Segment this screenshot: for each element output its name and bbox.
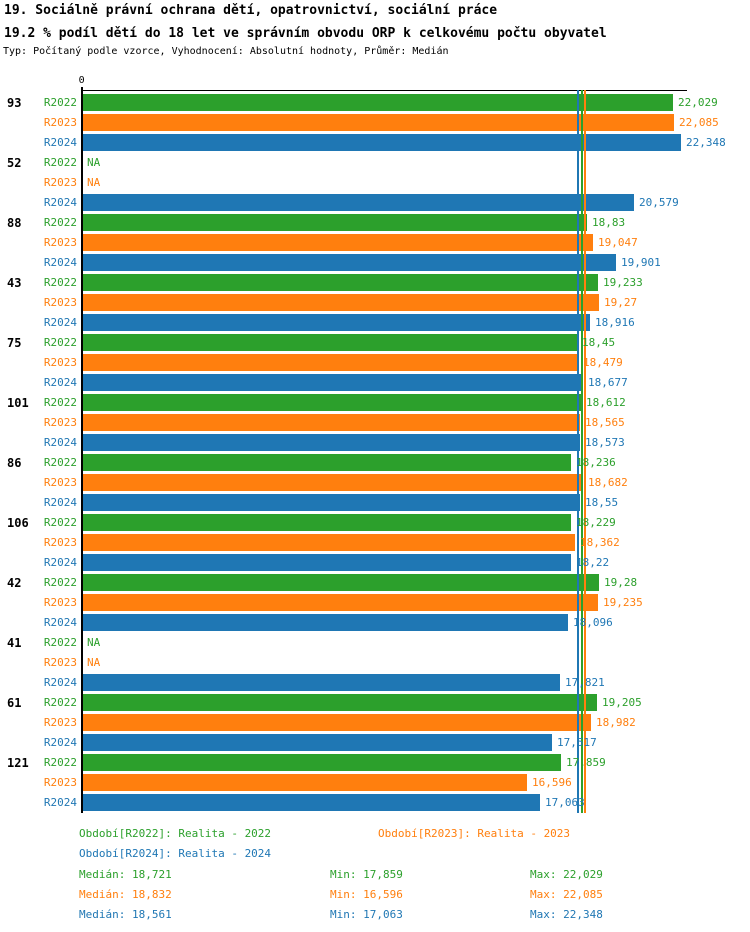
bar-value-label: 17,821 <box>565 676 605 689</box>
bar <box>83 734 552 751</box>
bar <box>83 474 583 491</box>
bar-value-label: 22,348 <box>686 136 726 149</box>
stat-median-r2022: Medián: 18,721 <box>79 868 172 881</box>
bar-value-label: 18,479 <box>583 356 623 369</box>
bar <box>83 554 571 571</box>
legend-item-r2024: Období[R2024]: Realita - 2024 <box>79 847 272 860</box>
series-row-label: R2022 <box>43 456 77 469</box>
bar-value-label: 17,517 <box>557 736 597 749</box>
bar <box>83 494 580 511</box>
series-row-label: R2022 <box>43 576 77 589</box>
series-row-label: R2023 <box>43 536 77 549</box>
bar <box>83 274 598 291</box>
group-label: 121 <box>7 756 29 770</box>
bar-value-label: 18,83 <box>592 216 626 229</box>
bar <box>83 294 599 311</box>
series-row-label: R2024 <box>43 736 77 749</box>
bar-value-label: 19,233 <box>603 276 643 289</box>
median-line <box>584 90 586 813</box>
bar-value-label: 18,55 <box>585 496 619 509</box>
bar <box>83 514 571 531</box>
group-label: 101 <box>7 396 29 410</box>
page-subtitle: 19.2 % podíl dětí do 18 let ve správním obvodu ORP k celkovému počtu obyvatel <box>4 26 607 41</box>
legend-item-r2023: Období[R2023]: Realita - 2023 <box>378 827 571 840</box>
series-row-label: R2022 <box>43 756 77 769</box>
bar <box>83 134 681 151</box>
series-row-label: R2023 <box>43 176 77 189</box>
series-row-label: R2024 <box>43 676 77 689</box>
group-label: 86 <box>7 456 22 470</box>
series-row-label: R2022 <box>43 216 77 229</box>
bar-value-label: 18,236 <box>576 456 616 469</box>
stat-max-r2022: Max: 22,029 <box>530 868 603 881</box>
na-label: NA <box>87 656 101 669</box>
bar-value-label: 19,047 <box>598 236 638 249</box>
bar-value-label: 19,28 <box>604 576 638 589</box>
series-row-label: R2023 <box>43 716 77 729</box>
na-label: NA <box>87 156 101 169</box>
bar <box>83 534 575 551</box>
series-row-label: R2024 <box>43 436 77 449</box>
bar-value-label: 16,596 <box>532 776 572 789</box>
series-row-label: R2022 <box>43 636 77 649</box>
bar-value-label: 18,229 <box>576 516 616 529</box>
bar <box>83 194 634 211</box>
bar-value-label: 18,362 <box>580 536 620 549</box>
bar <box>83 414 580 431</box>
series-row-label: R2022 <box>43 396 77 409</box>
series-row-label: R2024 <box>43 616 77 629</box>
bar <box>83 594 598 611</box>
stat-max-r2024: Max: 22,348 <box>530 908 603 921</box>
x-axis-line <box>82 90 687 91</box>
bar-value-label: 17,859 <box>566 756 606 769</box>
bar <box>83 354 578 371</box>
bar-value-label: 22,029 <box>678 96 718 109</box>
group-label: 52 <box>7 156 22 170</box>
bar-value-label: 18,096 <box>573 616 613 629</box>
na-label: NA <box>87 636 101 649</box>
bar <box>83 454 571 471</box>
bar <box>83 574 599 591</box>
series-row-label: R2022 <box>43 276 77 289</box>
bar-value-label: 18,612 <box>586 396 626 409</box>
bar-value-label: 18,22 <box>576 556 610 569</box>
stat-min-r2024: Min: 17,063 <box>330 908 403 921</box>
series-row-label: R2023 <box>43 596 77 609</box>
stat-min-r2022: Min: 17,859 <box>330 868 403 881</box>
bar-value-label: 19,27 <box>604 296 638 309</box>
bar-value-label: 19,901 <box>621 256 661 269</box>
bar <box>83 214 587 231</box>
series-row-label: R2023 <box>43 416 77 429</box>
bar-value-label: 19,235 <box>603 596 643 609</box>
bar <box>83 334 577 351</box>
bar-value-label: 19,205 <box>602 696 642 709</box>
series-row-label: R2023 <box>43 476 77 489</box>
group-label: 106 <box>7 516 29 530</box>
stat-median-r2023: Medián: 18,832 <box>79 888 172 901</box>
bar-value-label: 18,45 <box>582 336 616 349</box>
series-row-label: R2024 <box>43 316 77 329</box>
bar-value-label: 18,982 <box>596 716 636 729</box>
na-label: NA <box>87 176 101 189</box>
bar-value-label: 18,677 <box>588 376 628 389</box>
series-row-label: R2024 <box>43 256 77 269</box>
series-row-label: R2022 <box>43 156 77 169</box>
group-label: 61 <box>7 696 22 710</box>
bar <box>83 394 581 411</box>
series-row-label: R2022 <box>43 96 77 109</box>
series-row-label: R2024 <box>43 556 77 569</box>
series-row-label: R2023 <box>43 356 77 369</box>
bar <box>83 674 560 691</box>
bar-value-label: 18,573 <box>585 436 625 449</box>
y-axis-line <box>81 87 83 813</box>
bar <box>83 714 591 731</box>
group-label: 88 <box>7 216 22 230</box>
bar <box>83 314 590 331</box>
stat-min-r2023: Min: 16,596 <box>330 888 403 901</box>
median-line <box>577 90 579 813</box>
bar-value-label: 18,682 <box>588 476 628 489</box>
chart-meta-line: Typ: Počítaný podle vzorce, Vyhodnocení: Absolutní hodnoty, Průměr: Medián <box>3 46 449 57</box>
bar <box>83 754 561 771</box>
series-row-label: R2023 <box>43 776 77 789</box>
bar <box>83 774 527 791</box>
series-row-label: R2023 <box>43 116 77 129</box>
series-row-label: R2022 <box>43 516 77 529</box>
group-label: 75 <box>7 336 22 350</box>
page-title: 19. Sociálně právní ochrana dětí, opatrovnictví, sociální práce <box>4 3 498 18</box>
series-row-label: R2023 <box>43 656 77 669</box>
legend-item-r2022: Období[R2022]: Realita - 2022 <box>79 827 272 840</box>
bar <box>83 374 583 391</box>
series-row-label: R2024 <box>43 196 77 209</box>
series-row-label: R2024 <box>43 136 77 149</box>
bar <box>83 794 540 811</box>
group-label: 42 <box>7 576 22 590</box>
bar <box>83 434 580 451</box>
stat-max-r2023: Max: 22,085 <box>530 888 603 901</box>
bar-value-label: 17,063 <box>545 796 585 809</box>
bar <box>83 234 593 251</box>
series-row-label: R2024 <box>43 796 77 809</box>
x-axis-zero-tick-label: 0 <box>78 75 85 86</box>
median-line <box>581 90 583 813</box>
bar-value-label: 20,579 <box>639 196 679 209</box>
bar-value-label: 18,565 <box>585 416 625 429</box>
bar-value-label: 18,916 <box>595 316 635 329</box>
bar <box>83 614 568 631</box>
series-row-label: R2024 <box>43 376 77 389</box>
group-label: 93 <box>7 96 22 110</box>
series-row-label: R2023 <box>43 236 77 249</box>
series-row-label: R2022 <box>43 696 77 709</box>
series-row-label: R2024 <box>43 496 77 509</box>
group-label: 41 <box>7 636 22 650</box>
series-row-label: R2023 <box>43 296 77 309</box>
stat-median-r2024: Medián: 18,561 <box>79 908 172 921</box>
group-label: 43 <box>7 276 22 290</box>
bar <box>83 694 597 711</box>
series-row-label: R2022 <box>43 336 77 349</box>
bar <box>83 254 616 271</box>
bar-value-label: 22,085 <box>679 116 719 129</box>
